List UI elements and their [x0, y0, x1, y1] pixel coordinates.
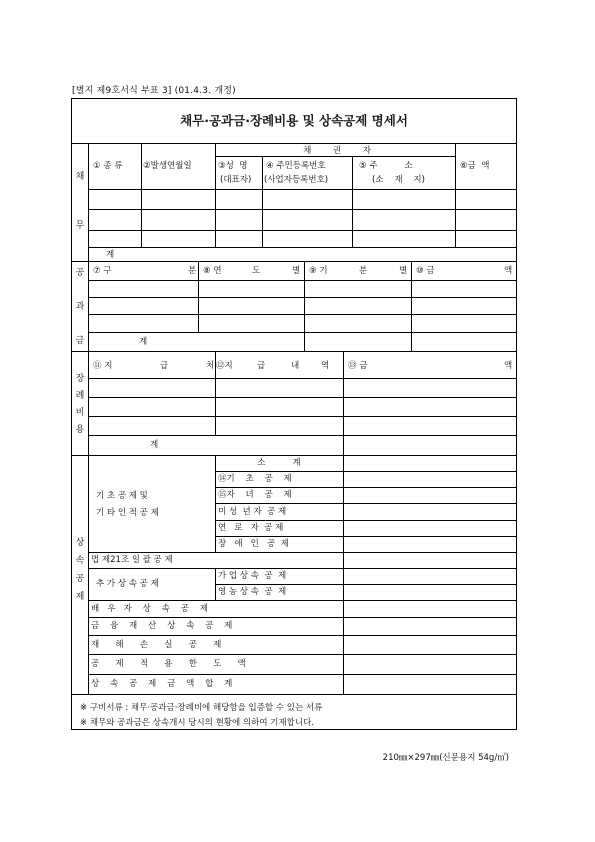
- funeral-col-detail-2: 급: [257, 361, 266, 371]
- funeral-head-rule: [88, 378, 516, 379]
- funeral-col-rule-2: [343, 351, 344, 455]
- tax-total-label: 계: [139, 337, 148, 347]
- funeral-col-payee: ⑪ 지: [93, 361, 113, 371]
- ded-basic-rule-1: [215, 471, 516, 472]
- ded-additional-group: 추 가 상 속 공 제: [96, 579, 159, 589]
- ded-basic-group-line2: 기 타 인 적 공 제: [96, 508, 159, 518]
- debt-col-address-sub: (소 재 지): [372, 175, 425, 185]
- ded-basic-item: 미 성 년 자 공 제: [218, 507, 287, 517]
- tax-section-label-3: 금: [75, 336, 85, 346]
- ded-basic-group-line1: 기 초 공 제 및: [96, 491, 148, 501]
- ded-basic-rule-3: [215, 503, 516, 504]
- ded-basic-item: ⑭기 초 공 제: [218, 474, 292, 484]
- debt-row-rule-3: [88, 247, 516, 248]
- funeral-section-label-2: 례: [75, 391, 85, 401]
- tax-head-rule: [88, 280, 516, 281]
- debt-total-label: 계: [106, 250, 115, 260]
- debt-section-label-1: 채: [75, 172, 85, 182]
- tax-section-label-1: 공: [75, 268, 85, 278]
- ded-row-rule-3: [88, 654, 516, 655]
- debt-end-rule: [72, 261, 516, 262]
- note-basis-date: ※ 채무와 공과금은 상속개시 당시의 현황에 의하여 기재합니다.: [80, 718, 315, 728]
- ded-basic-rule-2: [215, 487, 516, 488]
- ded-basic-rule-4: [215, 520, 516, 521]
- funeral-col-detail-3: 내: [291, 361, 300, 371]
- ded-col-rule-amount: [343, 455, 344, 694]
- ded-basic-item: 장 애 인 공 제: [218, 539, 289, 549]
- note-required-docs: ※ 구비서류 : 채무·공과금·장례비에 해당함을 입증할 수 있는 서류: [80, 703, 323, 713]
- form-title: 채무·공과금·장례비용 및 상속공제 명세서: [180, 113, 408, 128]
- debt-col-amount: ⑥금 액: [460, 161, 490, 171]
- ded-section-label-2: 속: [75, 556, 85, 566]
- tax-col-year-mid: 도: [252, 266, 261, 276]
- ded-end-rule: [72, 694, 516, 695]
- ded-art21-rule: [88, 568, 516, 569]
- funeral-row-rule-3: [88, 435, 516, 436]
- tax-col-category: ⑦ 구: [93, 266, 112, 276]
- debt-col-name: ③성 명: [218, 161, 248, 171]
- funeral-end-rule: [72, 455, 516, 456]
- debt-col-rule-2: [215, 143, 216, 247]
- debt-col-name-sub: (대표자): [220, 175, 252, 185]
- ded-basic-end-rule: [88, 552, 516, 553]
- ded-art21: 법 제21조 일 괄 공 제: [91, 555, 173, 565]
- debt-col-address: ⑤ 주 소: [359, 161, 413, 171]
- ded-section-label-4: 제: [75, 592, 85, 602]
- ded-basic-rule-5: [215, 536, 516, 537]
- ded-add-mid-rule: [215, 584, 516, 585]
- ded-basic-item: 소 계: [257, 458, 301, 468]
- ded-additional-item: 가 업 상 속 공 제: [218, 571, 287, 581]
- tax-end-rule: [72, 351, 516, 352]
- tax-col-period-end: 별: [399, 266, 408, 276]
- debt-section-label-2: 무: [75, 221, 85, 231]
- funeral-section-label-1: 장: [75, 374, 85, 384]
- debt-row-rule-2: [88, 230, 516, 231]
- ded-section-label-1: 상: [75, 538, 85, 548]
- funeral-col-amount: ⑬ 금: [348, 361, 368, 371]
- tax-col-year-end: 별: [292, 266, 301, 276]
- ded-additional-item: 영 농 상 속 공 제: [218, 587, 287, 597]
- ded-basic-item: 연 로 자 공 제: [218, 523, 284, 533]
- tax-col-category-end: 분: [188, 266, 197, 276]
- ded-basic-item: ⑮자 녀 공 제: [218, 490, 292, 500]
- debt-creditor-header: 채 권 자: [303, 146, 371, 156]
- ded-row-spouse: 배 우 자 상 속 공 제: [91, 604, 208, 614]
- debt-col-date: ②발생연월일: [143, 161, 192, 171]
- tax-row-rule-2: [88, 314, 516, 315]
- funeral-total-label: 계: [150, 440, 159, 450]
- tax-col-year: ⑧ 연: [203, 266, 222, 276]
- ded-row-rule-1: [88, 617, 516, 618]
- tax-section-label-2: 과: [75, 302, 85, 312]
- debt-col-rule-4: [352, 156, 353, 247]
- tax-col-rule-2: [304, 261, 305, 351]
- ded-section-label-3: 공: [75, 574, 85, 584]
- tax-col-amount: ⑩ 금: [416, 266, 435, 276]
- funeral-col-detail: ⑫지: [216, 361, 233, 371]
- funeral-col-payee-mid: 급: [160, 361, 169, 371]
- tax-col-period: ⑨ 기: [309, 266, 328, 276]
- tax-row-rule-1: [88, 297, 516, 298]
- tax-col-rule-1: [198, 261, 199, 332]
- tax-col-rule-3: [411, 261, 412, 351]
- ded-row-limit: 공 제 적 용 한 도 액: [91, 659, 246, 669]
- section-label-divider: [88, 143, 89, 694]
- tax-col-amount-end: 액: [504, 266, 513, 276]
- funeral-col-payee-end: 처: [206, 361, 215, 371]
- debt-row-rule-1: [88, 209, 516, 210]
- form-sheet: [71, 98, 517, 730]
- funeral-row-rule-1: [88, 397, 516, 398]
- funeral-section-label-3: 비: [75, 408, 85, 418]
- ded-row-rule-2: [88, 635, 516, 636]
- tax-col-period-mid: 분: [359, 266, 368, 276]
- paper-spec: 210㎜×297㎜(신문용지 54g/㎡): [382, 753, 509, 763]
- debt-creditor-rule: [215, 156, 455, 157]
- debt-head-rule: [88, 189, 516, 190]
- ded-col-rule-group: [215, 455, 216, 552]
- debt-col-type: ① 종 류: [93, 161, 123, 171]
- ded-row-rule-4: [88, 674, 516, 675]
- debt-col-id-sub: (사업자등록번호): [264, 175, 329, 185]
- debt-col-rule-1: [141, 143, 142, 247]
- ded-row-financial: 금 융 재 산 상 속 공 제: [91, 621, 233, 631]
- funeral-row-rule-2: [88, 416, 516, 417]
- ded-row-total: 상 속 공 제 금 액 합 계: [91, 679, 233, 689]
- tax-row-rule-3: [88, 332, 516, 333]
- ded-col-rule-group-2: [215, 568, 216, 600]
- ded-add-end-rule: [88, 600, 516, 601]
- title-rule: [72, 143, 516, 144]
- debt-col-rule-3: [262, 156, 263, 247]
- funeral-col-amount-end: 액: [504, 361, 513, 371]
- ded-row-disaster: 재 해 손 실 공 제: [91, 640, 222, 650]
- funeral-col-detail-4: 역: [321, 361, 330, 371]
- form-header: [별지 제9호서식 부표 3] (01.4.3. 개정): [72, 86, 236, 96]
- debt-col-rule-5: [455, 143, 456, 247]
- debt-col-id: ④ 주민등록번호: [266, 161, 326, 171]
- funeral-section-label-4: 용: [75, 425, 85, 435]
